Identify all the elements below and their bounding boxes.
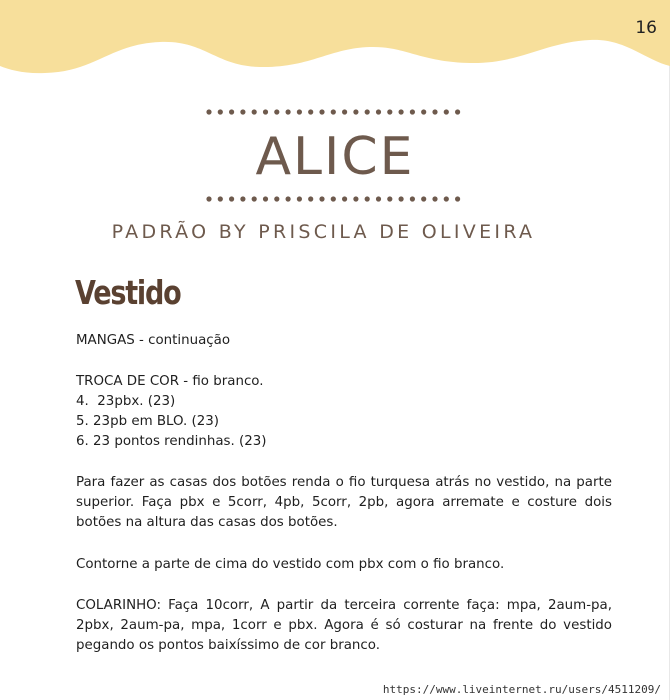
dot	[263, 196, 268, 201]
dot	[331, 196, 336, 201]
dot	[218, 109, 223, 114]
mangas-label	[76, 331, 612, 351]
dot	[297, 196, 302, 201]
dot	[229, 196, 234, 201]
dot	[399, 196, 404, 201]
dotted-rule-top	[206, 108, 462, 116]
paragraph-buttonholes: Para fazer as casas dos botões renda o fio turquesa atrás no vestido, na parte superior. Faça pbx e 5corr, 4pb, 5corr, 2pb, agora arremate e costure dois botões na altura das casas dos botões.	[76, 475, 612, 530]
dot	[444, 109, 449, 114]
dot	[218, 196, 223, 201]
dot	[365, 109, 370, 114]
dot	[387, 109, 392, 114]
dot	[342, 196, 347, 201]
dot	[432, 196, 437, 201]
dot	[274, 109, 279, 114]
source-watermark: https://www.liveinternet.ru/users/4511209/	[382, 683, 661, 696]
wave-header-decoration	[0, 0, 670, 80]
dot	[274, 196, 279, 201]
dot	[455, 196, 460, 201]
dot	[252, 196, 257, 201]
dot	[410, 109, 415, 114]
step-item: 6. 23 pontos rendinhas. (23)	[76, 434, 267, 449]
dot	[319, 109, 324, 114]
dotted-rule-bottom	[206, 195, 462, 203]
step-item: 5. 23pb em BLO. (23)	[76, 414, 220, 429]
dot	[342, 109, 347, 114]
paragraph-collar: COLARINHO: Faça 10corr, A partir da terceira corrente faça: mpa, 2aum-pa, 2pbx, 2aum-pa, mpa, 1corr e pbx. Agora é só costurar na frente do vestido pegando os pontos baixíssimo de cor branco.	[76, 598, 612, 653]
color-change-block	[76, 372, 612, 452]
dot	[331, 109, 336, 114]
dot	[240, 109, 245, 114]
dot	[240, 196, 245, 201]
dot	[399, 109, 404, 114]
section-heading: Vestido	[75, 273, 181, 312]
dot	[353, 109, 358, 114]
dot	[365, 196, 370, 201]
dot	[410, 196, 415, 201]
wave-shape	[0, 0, 670, 73]
dot	[387, 196, 392, 201]
dot	[308, 196, 313, 201]
page-title: ALICE	[255, 127, 415, 187]
dot	[286, 109, 291, 114]
dot	[376, 109, 381, 114]
mangas-text: MANGAS - continuação	[76, 333, 231, 348]
dot	[206, 109, 211, 114]
dot	[421, 109, 426, 114]
dot	[286, 196, 291, 201]
dot	[297, 109, 302, 114]
paragraph-border: Contorne a parte de cima do vestido com pbx com o fio branco.	[76, 557, 505, 572]
dot	[229, 109, 234, 114]
dot	[353, 196, 358, 201]
dot	[308, 109, 313, 114]
dot	[319, 196, 324, 201]
dot	[444, 196, 449, 201]
dot	[263, 109, 268, 114]
step-item: 4. 23pbx. (23)	[76, 394, 176, 409]
dot	[206, 196, 211, 201]
pattern-author-subtitle: PADRÃO BY PRISCILA DE OLIVEIRA	[111, 221, 536, 243]
dot	[252, 109, 257, 114]
dot	[432, 109, 437, 114]
dot	[455, 109, 460, 114]
troca-label: TROCA DE COR - fio branco.	[76, 374, 264, 389]
dot	[421, 196, 426, 201]
page-number: 16	[635, 18, 657, 38]
dot	[376, 196, 381, 201]
